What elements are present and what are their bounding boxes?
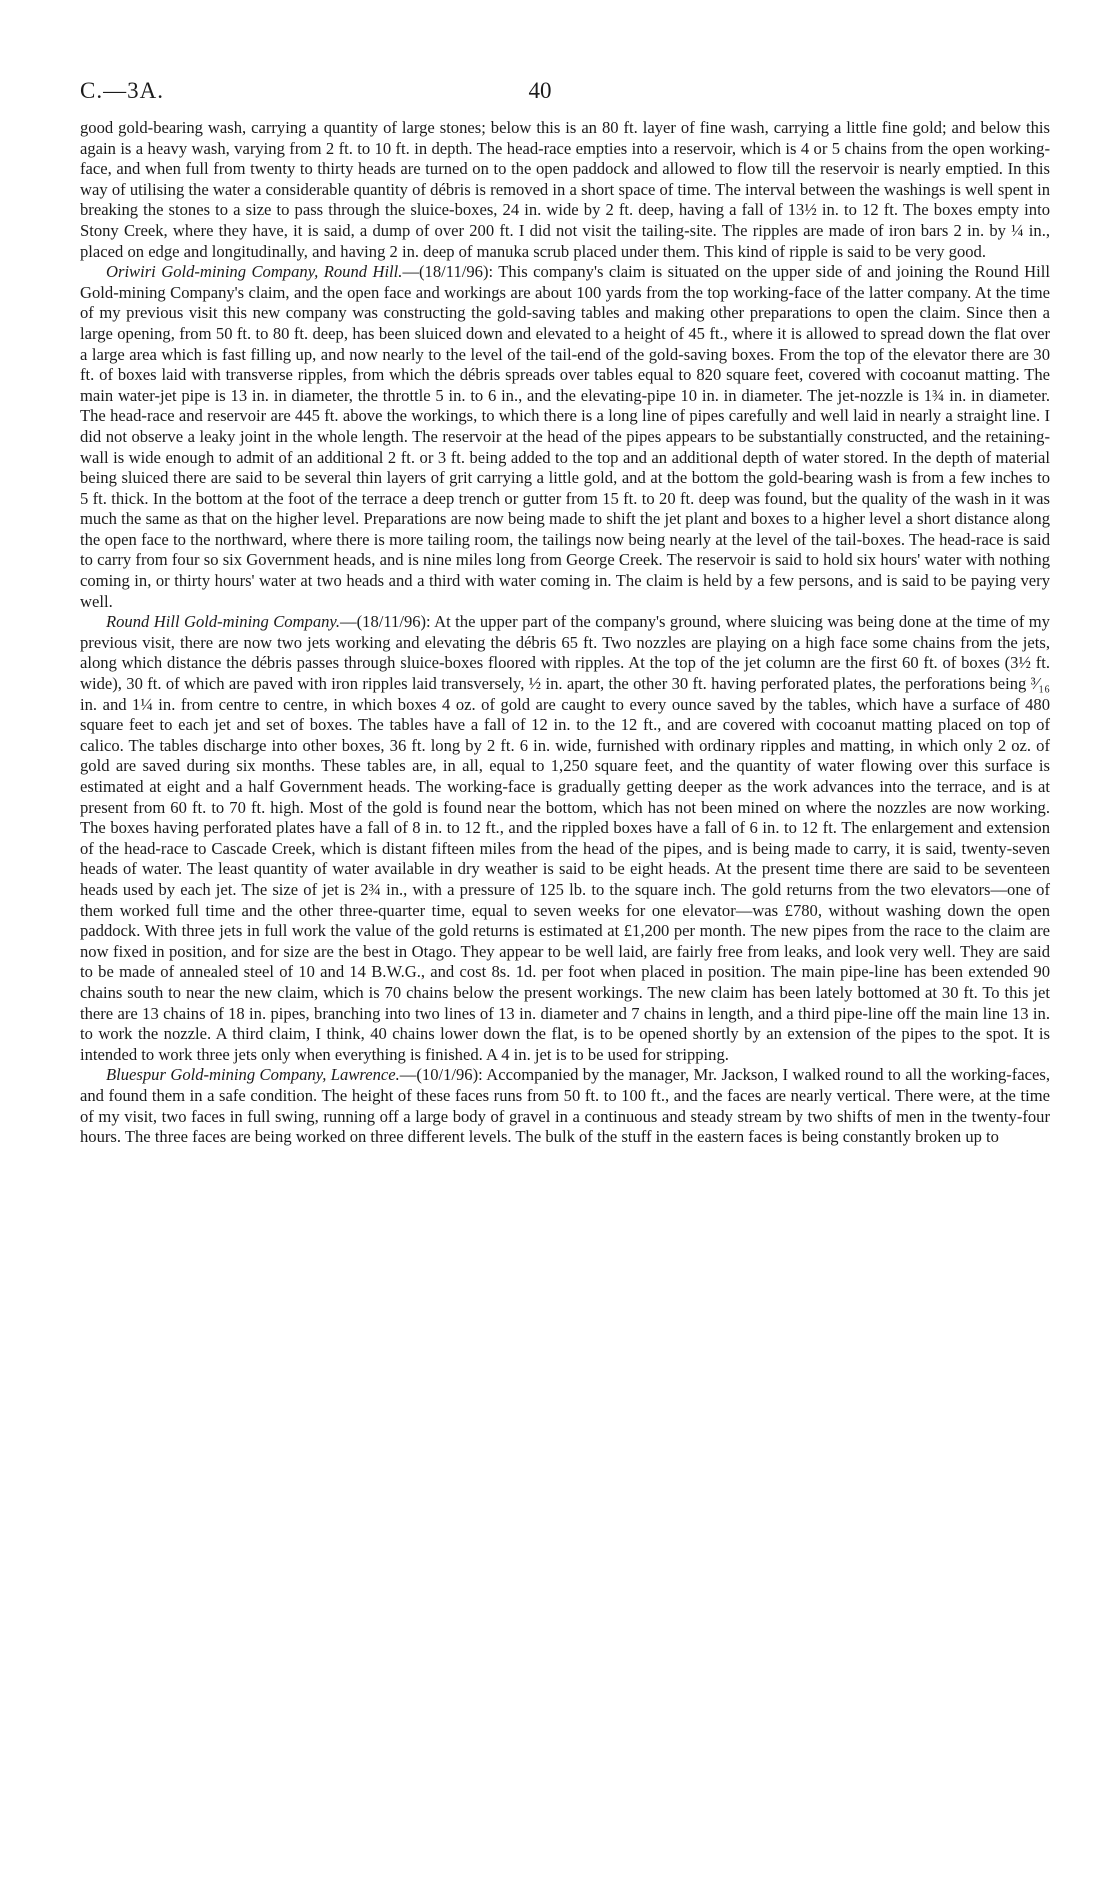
paragraph-oriwiri (80, 262, 1050, 612)
document-body (80, 118, 1050, 1148)
paragraph-text: good gold-bearing wash, carrying a quantity of large stones; below this is an 80 ft. layer of fine wash, carrying a little fine gold; and below this again is a heavy wash, varying from 2 ft. to 10 ft. in depth. The head-race empties into a reservoir, which is 4 or 5 chains from the open working-face, and when full from twenty to thirty heads are turned on to the open paddock and allowed to flow till the reservoir is nearly emptied. In this way of utilising the water a considerable quantity of débris is removed in a short space of time. The interval between the washings is well spent in breaking the stones to a size to pass through the sluice-boxes, 24 in. wide by 2 ft. deep, having a fall of 13½ in. to 12 ft. The boxes empty into Stony Creek, where they have, it is said, a dump of over 200 ft. I did not visit the tailing-site. The ripples are made of iron bars 2 in. by ¼ in., placed on edge and longitudinally, and having 2 in. deep of manuka scrub placed under them. This kind of ripple is said to be very good. (80, 118, 1050, 261)
section-heading-round-hill: Round Hill Gold-mining Company. (106, 612, 341, 632)
paragraph-text: —(18/11/96): At the upper part of the company's ground, where sluicing was being done at the time of my previous visit, there are now two jets working and elevating the débris 65 ft. Two nozzles are playing on a high face some chains from the jets, along which distance the débris passes through sluice-boxes floored with ripples. At the top of the jet column are the first 60 ft. of boxes (3½ ft. wide), 30 ft. of which are paved with iron ripples laid transversely, ½ in. apart, the other 30 ft. having perforated plates, the perforations being ³⁄₁₆ in. and 1¼ in. from centre to centre, in which boxes 4 oz. of gold are caught to every ounce saved by the tables, which have a surface of 480 square feet to each jet and set of boxes. The tables have a fall of 12 in. to the 12 ft., and are covered with cocoanut matting placed on top of calico. The tables discharge into other boxes, 36 ft. long by 2 ft. 6 in. wide, furnished with ordinary ripples and matting, in which only 2 oz. of gold are saved during six months. These tables are, in all, equal to 1,250 square feet, and the quantity of water flowing over this surface is estimated at eight and a half Government heads. The working-face is gradually getting deeper as the work advances into the terrace, and is at present from 60 ft. to 70 ft. high. Most of the gold is found near the bottom, which has not been mined on where the nozzles are now working. The boxes having perforated plates have a fall of 8 in. to 12 ft., and the rippled boxes have a fall of 6 in. to 12 ft. The enlargement and extension of the head-race to Cascade Creek, which is distant fifteen miles from the head of the pipes, and is being made to carry, it is said, twenty-seven heads of water. The least quantity of water available in dry weather is said to be eight heads. At the present time there are said to be seventeen heads used by each jet. The size of jet is 2¾ in., with a pressure of 125 lb. to the square inch. The gold returns from the two elevators—one of them worked full time and the other three-quarter time, equal to seven weeks for one elevator—was £780, without washing down the open paddock. With three jets in full work the value of the gold returns is estimated at £1,200 per month. The new pipes from the race to the claim are now fixed in position, and for size are the best in Otago. They appear to be well laid, are fairly free from leaks, and look very well. They are said to be made of annealed steel of 10 and 14 B.W.G., and cost 8s. 1d. per foot when placed in position. The main pipe-line has been extended 90 chains south to near the new claim, which is 70 chains below the present workings. The new claim has been lately bottomed at 30 ft. To this jet there are 13 chains of 18 in. pipes, branching into two lines of 13 in. diameter and 7 chains in length, and a third pipe-line off the main line 13 in. to work the nozzle. A third claim, I think, 40 chains lower down the flat, is to be opened shortly by an extension of the pipes to the spot. It is intended to work three jets only when everything is finished. A 4 in. jet is to be used for stripping. (80, 612, 1050, 1064)
paragraph-text: —(18/11/96): This company's claim is situated on the upper side of and joining the Round Hill Gold-mining Company's claim, and the open face and workings are about 100 yards from the top working-face of the latter company. At the time of my previous visit this new company was constructing the gold-saving tables and making other preparations to open the claim. Since then a large opening, from 50 ft. to 80 ft. deep, has been sluiced down and elevated to a height of 45 ft., where it is allowed to spread down the flat over a large area which is fast filling up, and now nearly to the level of the tail-end of the gold-saving boxes. From the top of the elevator there are 30 ft. of boxes laid with transverse ripples, from which the débris spreads over tables equal to 820 square feet, covered with cocoanut matting. The main water-jet pipe is 13 in. in diameter, the throttle 5 in. to 6 in., and the elevating-pipe 10 in. in diameter. The jet-nozzle is 1¾ in. in diameter. The head-race and reservoir are 445 ft. above the workings, to which there is a long line of pipes carefully and well laid in nearly a straight line. I did not observe a leaky joint in the whole length. The reservoir at the head of the pipes appears to be substantially constructed, and the retaining-wall is wide enough to admit of an additional 2 ft. or 3 ft. being added to the top and an additional depth of water stored. In the depth of material being sluiced there are said to be several thin layers of grit carrying a little gold, and at the bottom the gold-bearing wash is from a few inches to 5 ft. thick. In the bottom at the foot of the terrace a deep trench or gutter from 15 ft. to 20 ft. deep was found, but the quality of the wash in it was much the same as that on the higher level. Preparations are now being made to shift the jet plant and boxes to a higher level a short distance along the open face to the northward, where there is more tailing room, the tailings now being nearly at the level of the tail-boxes. The head-race is said to carry from four so six Government heads, and is nine miles long from George Creek. The reservoir is said to hold six hours' water with nothing coming in, or thirty hours' water at two heads and a third with water coming in. The claim is held by a few persons, and is said to be paying very well. (80, 262, 1050, 611)
page-header (80, 78, 1050, 112)
paragraph-text: —(10/1/96): Accompanied by the manager, Mr. Jackson, I walked round to all the working-faces, and found them in a safe condition. The height of these faces runs from 50 ft. to 100 ft., and the faces are nearly vertical. There were, at the time of my visit, two faces in full swing, running off a large body of gravel in a continuous and steady stream by two shifts of men in the twenty-four hours. The three faces are being worked on three different levels. The bulk of the stuff in the eastern faces is being constantly broken up to (80, 1065, 1050, 1147)
paragraph-bluespur (80, 1065, 1050, 1147)
paragraph-gold-bearing-wash (80, 118, 1050, 262)
document-reference: C.—3A. (80, 78, 164, 103)
page-number: 40 (528, 78, 552, 103)
section-heading-oriwiri: Oriwiri Gold-mining Company, Round Hill. (106, 262, 403, 282)
section-heading-bluespur: Bluespur Gold-mining Company, Lawrence. (106, 1065, 400, 1085)
paragraph-round-hill (80, 612, 1050, 1065)
